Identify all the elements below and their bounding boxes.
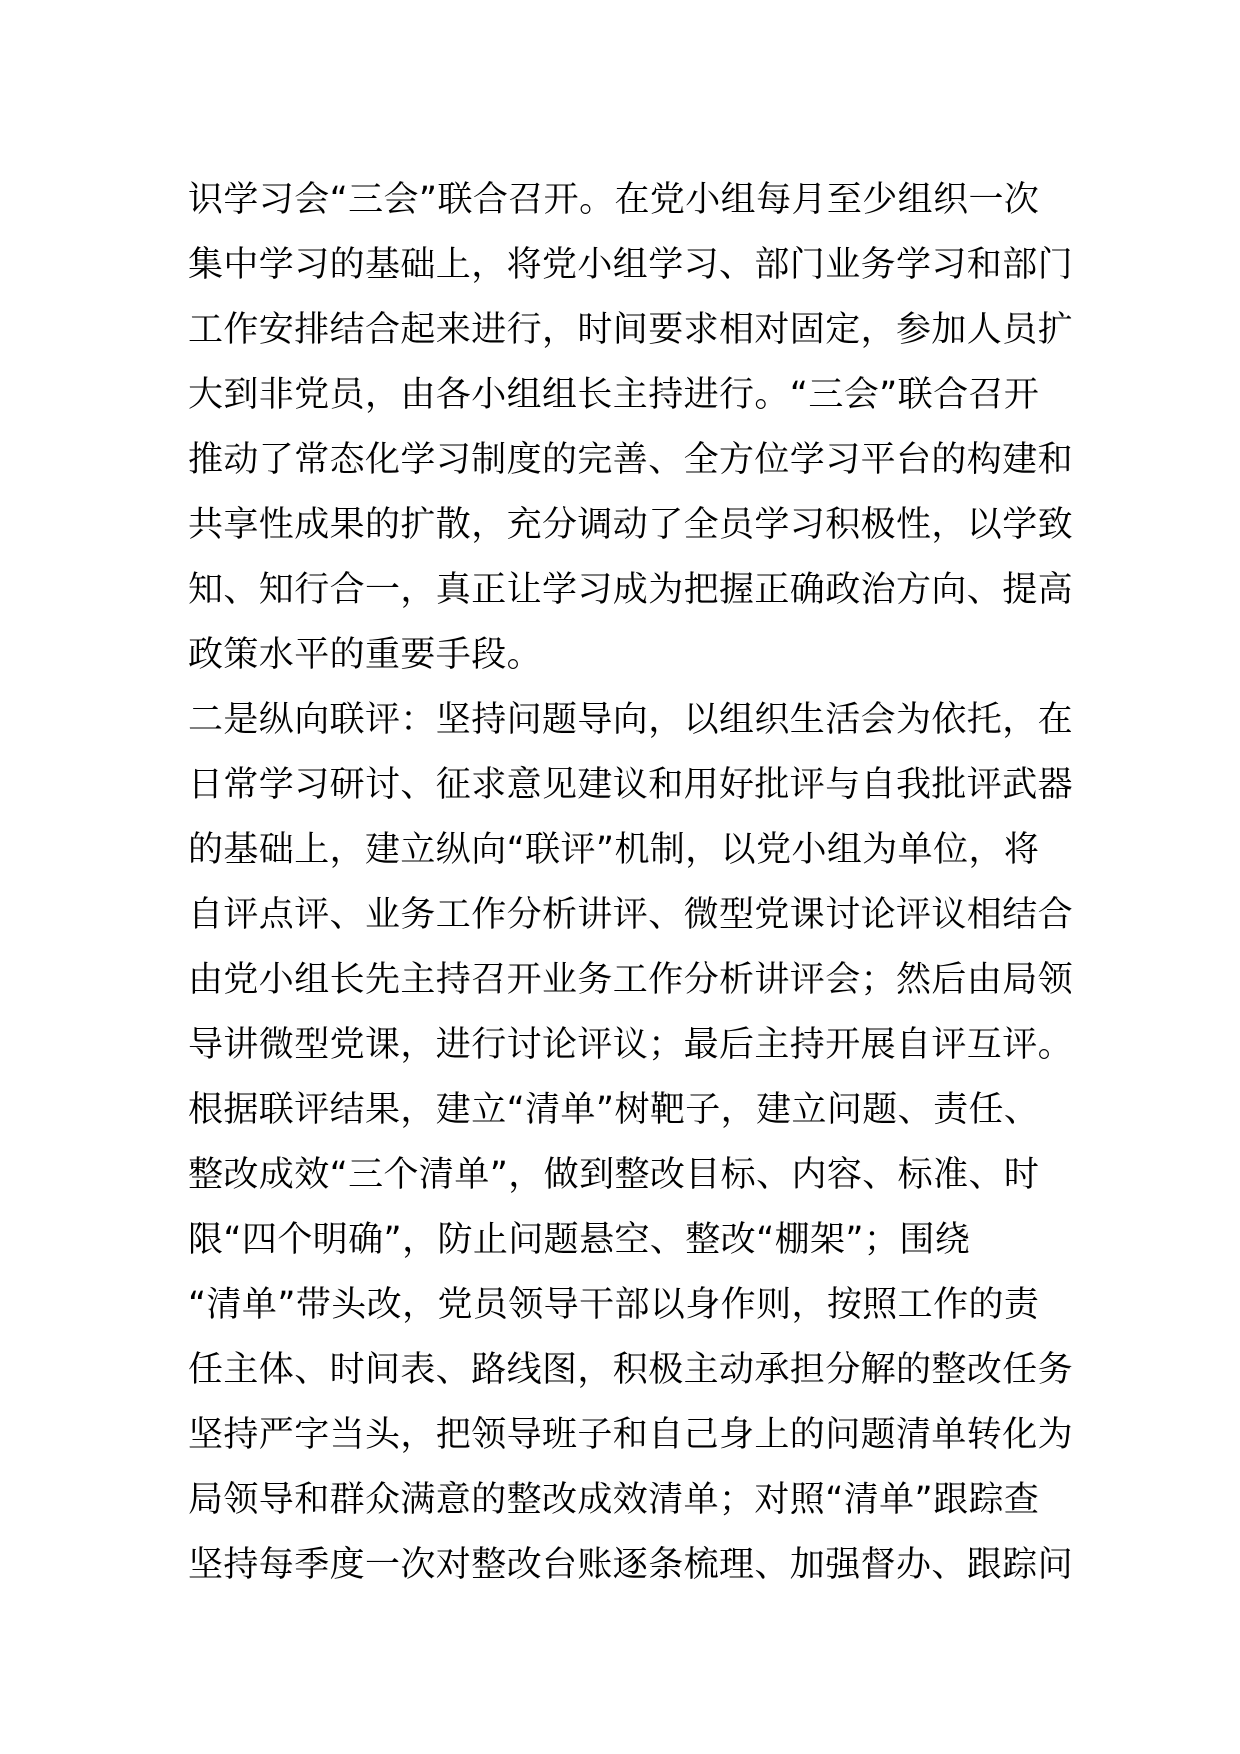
text-line: 政策水平的重要手段。 — [188, 635, 543, 675]
document-body — [188, 168, 1074, 1598]
text-line: 日常学习研讨、征求意见建议和用好批评与自我批评武器 — [188, 765, 1074, 805]
text-line: 的基础上，建立纵向“联评”机制，以党小组为单位，将 — [188, 830, 1040, 870]
text-line: 知、知行合一，真正让学习成为把握正确政治方向、提高 — [188, 570, 1074, 610]
text-line: 限“四个明确”，防止问题悬空、整改“棚架”；围绕 — [188, 1220, 971, 1260]
text-line: 整改成效“三个清单”，做到整改目标、内容、标准、时 — [188, 1155, 1040, 1195]
text-line: 自评点评、业务工作分析讲评、微型党课讨论评议相结合 — [188, 895, 1074, 935]
text-line: 识学习会“三会”联合召开。在党小组每月至少组织一次 — [188, 180, 1040, 220]
text-line: 局领导和群众满意的整改成效清单；对照“清单”跟踪查 — [188, 1480, 1040, 1520]
text-line: 推动了常态化学习制度的完善、全方位学习平台的构建和 — [188, 440, 1074, 480]
text-line: 集中学习的基础上，将党小组学习、部门业务学习和部门 — [188, 245, 1074, 285]
text-line: 坚持严字当头，把领导班子和自己身上的问题清单转化为 — [188, 1415, 1074, 1455]
text-line: 大到非党员，由各小组组长主持进行。“三会”联合召开 — [188, 375, 1040, 415]
text-line: 二是纵向联评：坚持问题导向，以组织生活会为依托，在 — [188, 700, 1074, 740]
text-line: 导讲微型党课，进行讨论评议；最后主持开展自评互评。 — [188, 1025, 1074, 1065]
text-line: “清单”带头改，党员领导干部以身作则，按照工作的责 — [188, 1285, 1040, 1325]
text-line: 根据联评结果，建立“清单”树靶子，建立问题、责任、 — [188, 1090, 1040, 1130]
text-line: 任主体、时间表、路线图，积极主动承担分解的整改任务 — [188, 1350, 1074, 1390]
text-line: 坚持每季度一次对整改台账逐条梳理、加强督办、跟踪问 — [188, 1545, 1074, 1585]
text-line: 由党小组长先主持召开业务工作分析讲评会；然后由局领 — [188, 960, 1074, 1000]
text-line: 共享性成果的扩散，充分调动了全员学习积极性，以学致 — [188, 505, 1074, 545]
text-line: 工作安排结合起来进行，时间要求相对固定，参加人员扩 — [188, 310, 1074, 350]
